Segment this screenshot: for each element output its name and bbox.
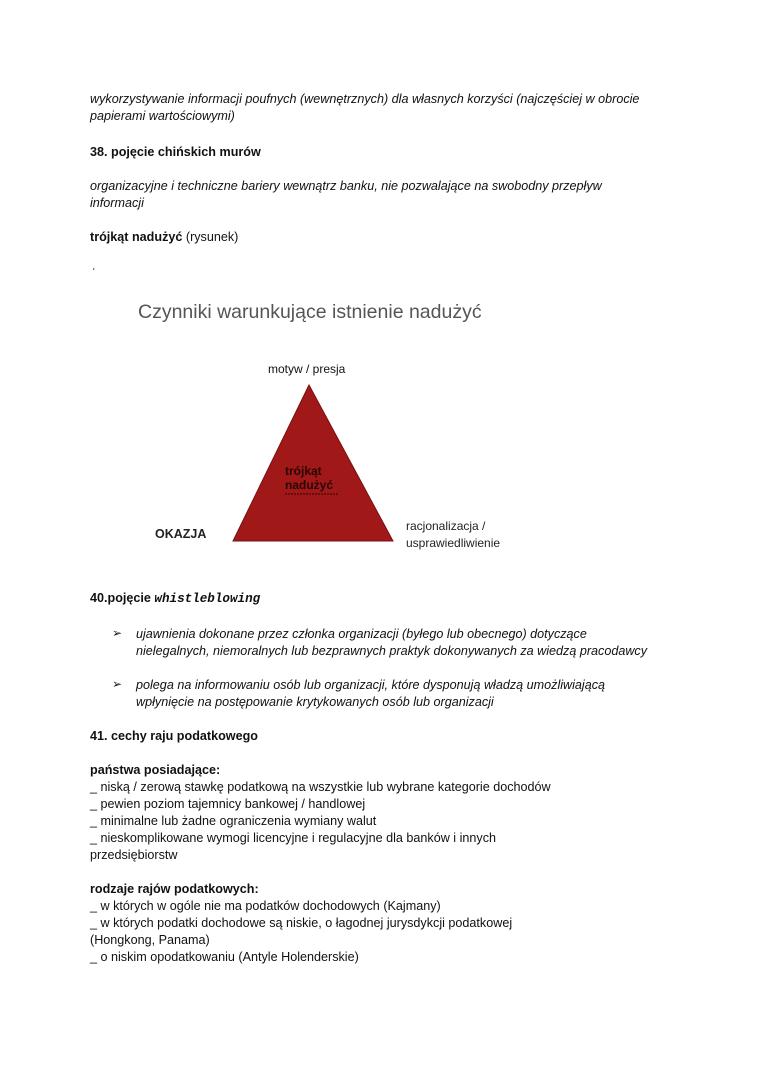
heading-term: whistleblowing <box>154 592 261 606</box>
heading-rest: (rysunek) <box>182 230 239 244</box>
right-label-line: racjonalizacja / <box>406 519 486 533</box>
bullet-line: polega na informowaniu osób lub organizacji, które dysponują władzą umożliwiającą <box>136 678 606 692</box>
top-label: motyw / presja <box>268 362 346 376</box>
heading-plain: 40.pojęcie <box>90 591 155 605</box>
bullet-line: ujawnienia dokonane przez członka organizacji (byłego lub obecnego) dotyczące <box>136 627 587 641</box>
heading-bold: trójkąt nadużyć <box>90 230 183 244</box>
section-heading <box>90 229 238 246</box>
group-title: rodzaje rajów podatkowych: <box>90 882 259 896</box>
bullet-arrow-icon: ➢ <box>112 677 123 691</box>
section-heading: 38. pojęcie chińskich murów <box>90 145 261 159</box>
definition-line: papierami wartościowymi) <box>90 109 235 123</box>
bullet-line: nielegalnych, niemoralnych lub bezprawnych praktyk dokonywanych za wiedzą pracodawcy <box>136 644 648 658</box>
list-item: _ nieskomplikowane wymogi licencyjne i regulacyjne dla banków i innych <box>90 831 497 845</box>
list-item: przedsiębiorstw <box>90 848 178 862</box>
right-label-line: usprawiedliwienie <box>406 536 501 550</box>
stray-mark: ، <box>92 262 96 273</box>
figure-title: Czynniki warunkujące istnienie nadużyć <box>138 301 482 323</box>
list-item: _ w których podatki dochodowe są niskie, o łagodnej jurysdykcji podatkowej <box>90 916 513 930</box>
bullet-line: wpłynięcie na postępowanie krytykowanych osób lub organizacji <box>136 695 494 709</box>
list-item: (Hongkong, Panama) <box>90 933 210 947</box>
list-item: _ pewien poziom tajemnicy bankowej / handlowej <box>90 797 366 811</box>
triangle-center-line: nadużyć <box>285 478 334 492</box>
left-label: OKAZJA <box>155 527 207 541</box>
triangle-shape <box>233 385 393 541</box>
list-item: _ minimalne lub żadne ograniczenia wymiany walut <box>90 814 377 828</box>
fraud-triangle-figure <box>130 292 520 560</box>
triangle-center-line: trójkąt <box>285 464 322 478</box>
definition-line: wykorzystywanie informacji poufnych (wewnętrznych) dla własnych korzyści (najczęściej w obrocie <box>90 92 640 106</box>
list-item: _ w których w ogóle nie ma podatków dochodowych (Kajmany) <box>90 899 441 913</box>
group-title: państwa posiadające: <box>90 763 221 777</box>
answer-line: informacji <box>90 196 144 210</box>
list-item: _ o niskim opodatkowaniu (Antyle Holenderskie) <box>90 950 359 964</box>
bullet-arrow-icon: ➢ <box>112 626 123 640</box>
answer-line: organizacyjne i techniczne bariery wewnątrz banku, nie pozwalające na swobodny przepływ <box>90 179 602 193</box>
list-item: _ niską / zerową stawkę podatkową na wszystkie lub wybrane kategorie dochodów <box>90 780 551 794</box>
section-heading: 41. cechy raju podatkowego <box>90 729 258 743</box>
section-heading <box>90 590 260 608</box>
